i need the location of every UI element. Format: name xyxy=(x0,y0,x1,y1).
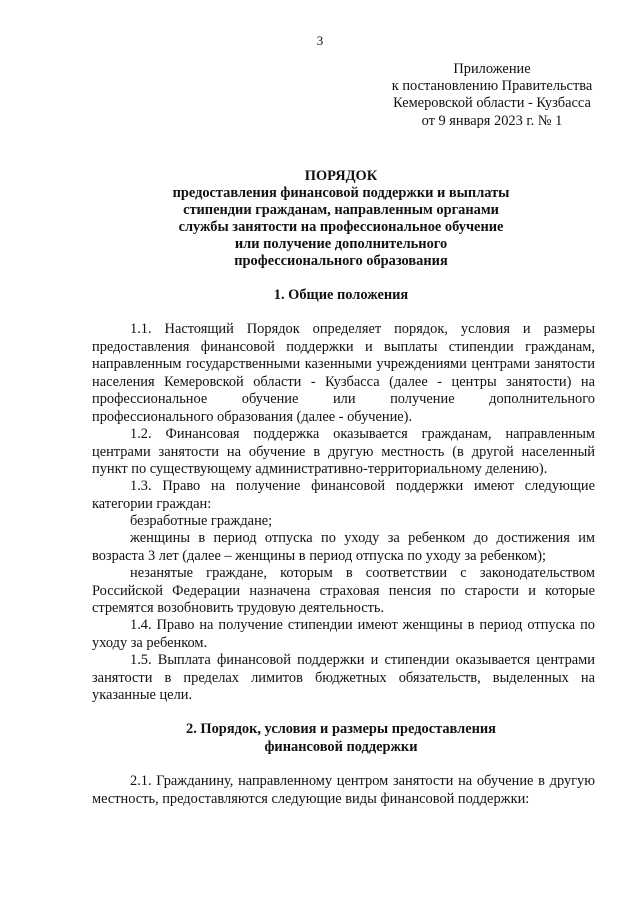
section-2-heading xyxy=(80,721,602,756)
document-title xyxy=(80,168,602,270)
title-line: стипендии гражданам, направленным органами xyxy=(183,202,499,218)
section-2-heading-line: финансовой поддержки xyxy=(264,738,418,755)
paragraph-1-2: 1.2. Финансовая поддержка оказывается гражданам, направленным центрами занятости на обучение в другую местность (в другой населенный пункт по существующему административно-территориальному делению). xyxy=(92,426,595,477)
title-line: или получение дополнительного xyxy=(234,236,448,252)
section-1-heading-text: 1. Общие положения xyxy=(273,287,409,303)
appendix-date: от 9 января 2023 г. № 1 xyxy=(421,112,563,129)
list-item-pensioners: незанятые граждане, которым в соответствии с законодательством Российской Федерации назначена страховая пенсия по старости и которые стремятся возобновить трудовую деятельность. xyxy=(92,565,595,616)
page-number: 3 xyxy=(316,33,324,48)
title-line: ПОРЯДОК xyxy=(304,168,378,184)
title-line: предоставления финансовой поддержки и выплаты xyxy=(172,185,510,201)
appendix-block xyxy=(380,61,604,130)
list-item-unemployed: безработные граждане; xyxy=(130,513,273,529)
section-2-heading-line: 2. Порядок, условия и размеры предоставления xyxy=(186,721,496,737)
section-1-heading xyxy=(80,287,602,305)
list-item-women-leave: женщины в период отпуска по уходу за ребенком до достижения им возраста 3 лет (далее – женщины в период отпуска по уходу за ребенком); xyxy=(92,530,595,564)
appendix-label: Приложение xyxy=(453,61,531,77)
paragraph-2-1: 2.1. Гражданину, направленному центром занятости на обучение в другую местность, предоставляются следующие виды финансовой поддержки: xyxy=(92,773,595,807)
title-line: службы занятости на профессиональное обучение xyxy=(178,219,504,235)
paragraph-1-4: 1.4. Право на получение стипендии имеют женщины в период отпуска по уходу за ребенком. xyxy=(92,617,595,651)
appendix-region: Кемеровской области - Кузбасса xyxy=(393,95,591,112)
appendix-resolution: к постановлению Правительства xyxy=(391,78,593,95)
title-line: профессионального образования xyxy=(234,253,448,269)
paragraph-1-5: 1.5. Выплата финансовой поддержки и стипендии оказывается центрами занятости в пределах лимитов бюджетных обязательств, выделенных на указанные цели. xyxy=(92,652,595,703)
paragraph-1-3: 1.3. Право на получение финансовой поддержки имеют следующие категории граждан: xyxy=(92,478,595,512)
paragraph-1-1: 1.1. Настоящий Порядок определяет порядок, условия и размеры предоставления финансовой поддержки и выплаты стипендии гражданам, направленным государственными казенными учреждениями центрами занятости населения Кемеровской области - Кузбасса (далее - центры занятости) на профессиональное обучение или получение дополнительного профессионального образования (далее - обучение). xyxy=(92,321,595,425)
